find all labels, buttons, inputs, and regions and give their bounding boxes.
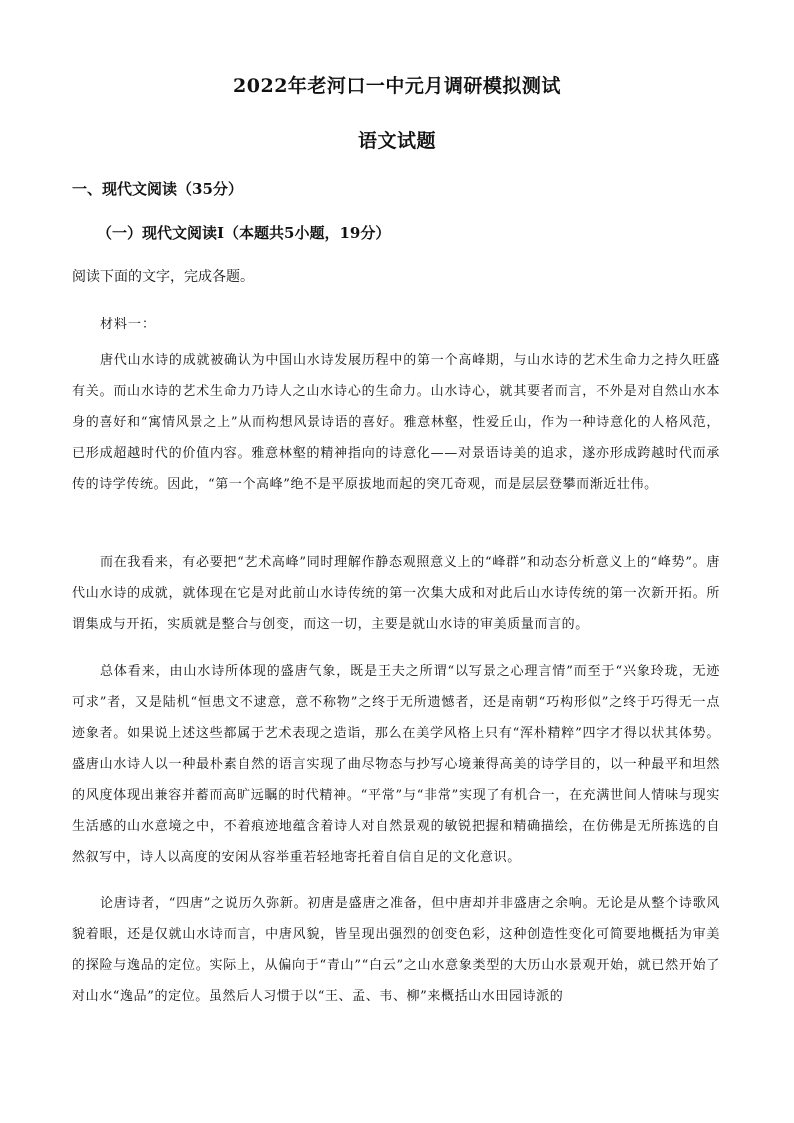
paragraph: 总体看来，由山水诗所体现的盛唐气象，既是王夫之所谓“以写景之心理言情”而至于“兴象玲珑，无迹可求”者，又是陆机“恒患文不逮意，意不称物”之终于无所遗憾者，还是南朝“巧构形似”之终于巧得无一点迹象者。如果说上述这些都属于艺术表现之造诣，那么在美学风格上只有“浑朴精粹”四字才得以状其体势。盛唐山水诗人以一种最朴素自然的语言实现了曲尽物态与抄写心境兼得高美的诗学目的，以一种最平和坦然的风度体现出兼容并蓄而高旷远瞩的时代精神。“平常”与“非常”实现了有机合一，在充满世间人情味与现实生活感的山水意境之中，不着痕迹地蕴含着诗人对自然景观的敏锐把握和精确描绘，在仿佛是无所拣选的自然叙写中，诗人以高度的安闲从容举重若轻地寄托着自信自足的文化意识。 — [72, 664, 720, 865]
paragraph: 而在我看来，有必要把“艺术高峰”同时理解作静态观照意义上的“峰群”和动态分析意义上的“峰势”。唐代山水诗的成就，就体现在它是对此前山水诗传统的第一次集大成和对此后山水诗传统的第一次新开拓。所谓集成与开拓，实质就是整合与创变，而这一切，主要是就山水诗的审美质量而言的。 — [72, 555, 720, 632]
document-title: 2022年老河口一中元月调研模拟测试 — [233, 75, 561, 97]
paragraph: 论唐诗者，“四唐”之说历久弥新。初唐是盛唐之准备，但中唐却并非盛唐之余响。无论是从整个诗歌风貌着眼，还是仅就山水诗而言，中唐风貌，皆呈现出强烈的创变色彩，这种创造性变化可简要地概括为审美的探险与逸品的定位。实际上，从偏向于“青山”“白云”之山水意象类型的大历山水景观开始，就已然开始了对山水“逸品”的定位。虽然后人习惯于以“王、孟、韦、柳”来概括山水田园诗派的 — [72, 896, 720, 1004]
paragraph: 唐代山水诗的成就被确认为中国山水诗发展历程中的第一个高峰期，与山水诗的艺术生命力之持久旺盛有关。而山水诗的艺术生命力乃诗人之山水诗心的生命力。山水诗心，就其要者而言，不外是对自然山水本身的喜好和“寓情风景之上”从而构想风景诗语的喜好。雅意林壑，性爱丘山，作为一种诗意化的人格风范，已形成超越时代的价值内容。雅意林壑的精神指向的诗意化——对景语诗美的追求，遂亦形成跨越时代而承传的诗学传统。因此，“第一个高峰”绝不是平原拔地而起的突兀奇观，而是层层登攀而渐近壮伟。 — [72, 353, 720, 492]
document-subtitle: 语文试题 — [357, 130, 436, 152]
material-label: 材料一： — [100, 317, 157, 332]
reading-instruction: 阅读下面的文字，完成各题。 — [72, 269, 254, 285]
section-heading: 一、现代文阅读（35分） — [72, 180, 243, 198]
subsection-heading: （一）现代文阅读Ⅰ（本题共5小题，19分） — [97, 224, 391, 242]
